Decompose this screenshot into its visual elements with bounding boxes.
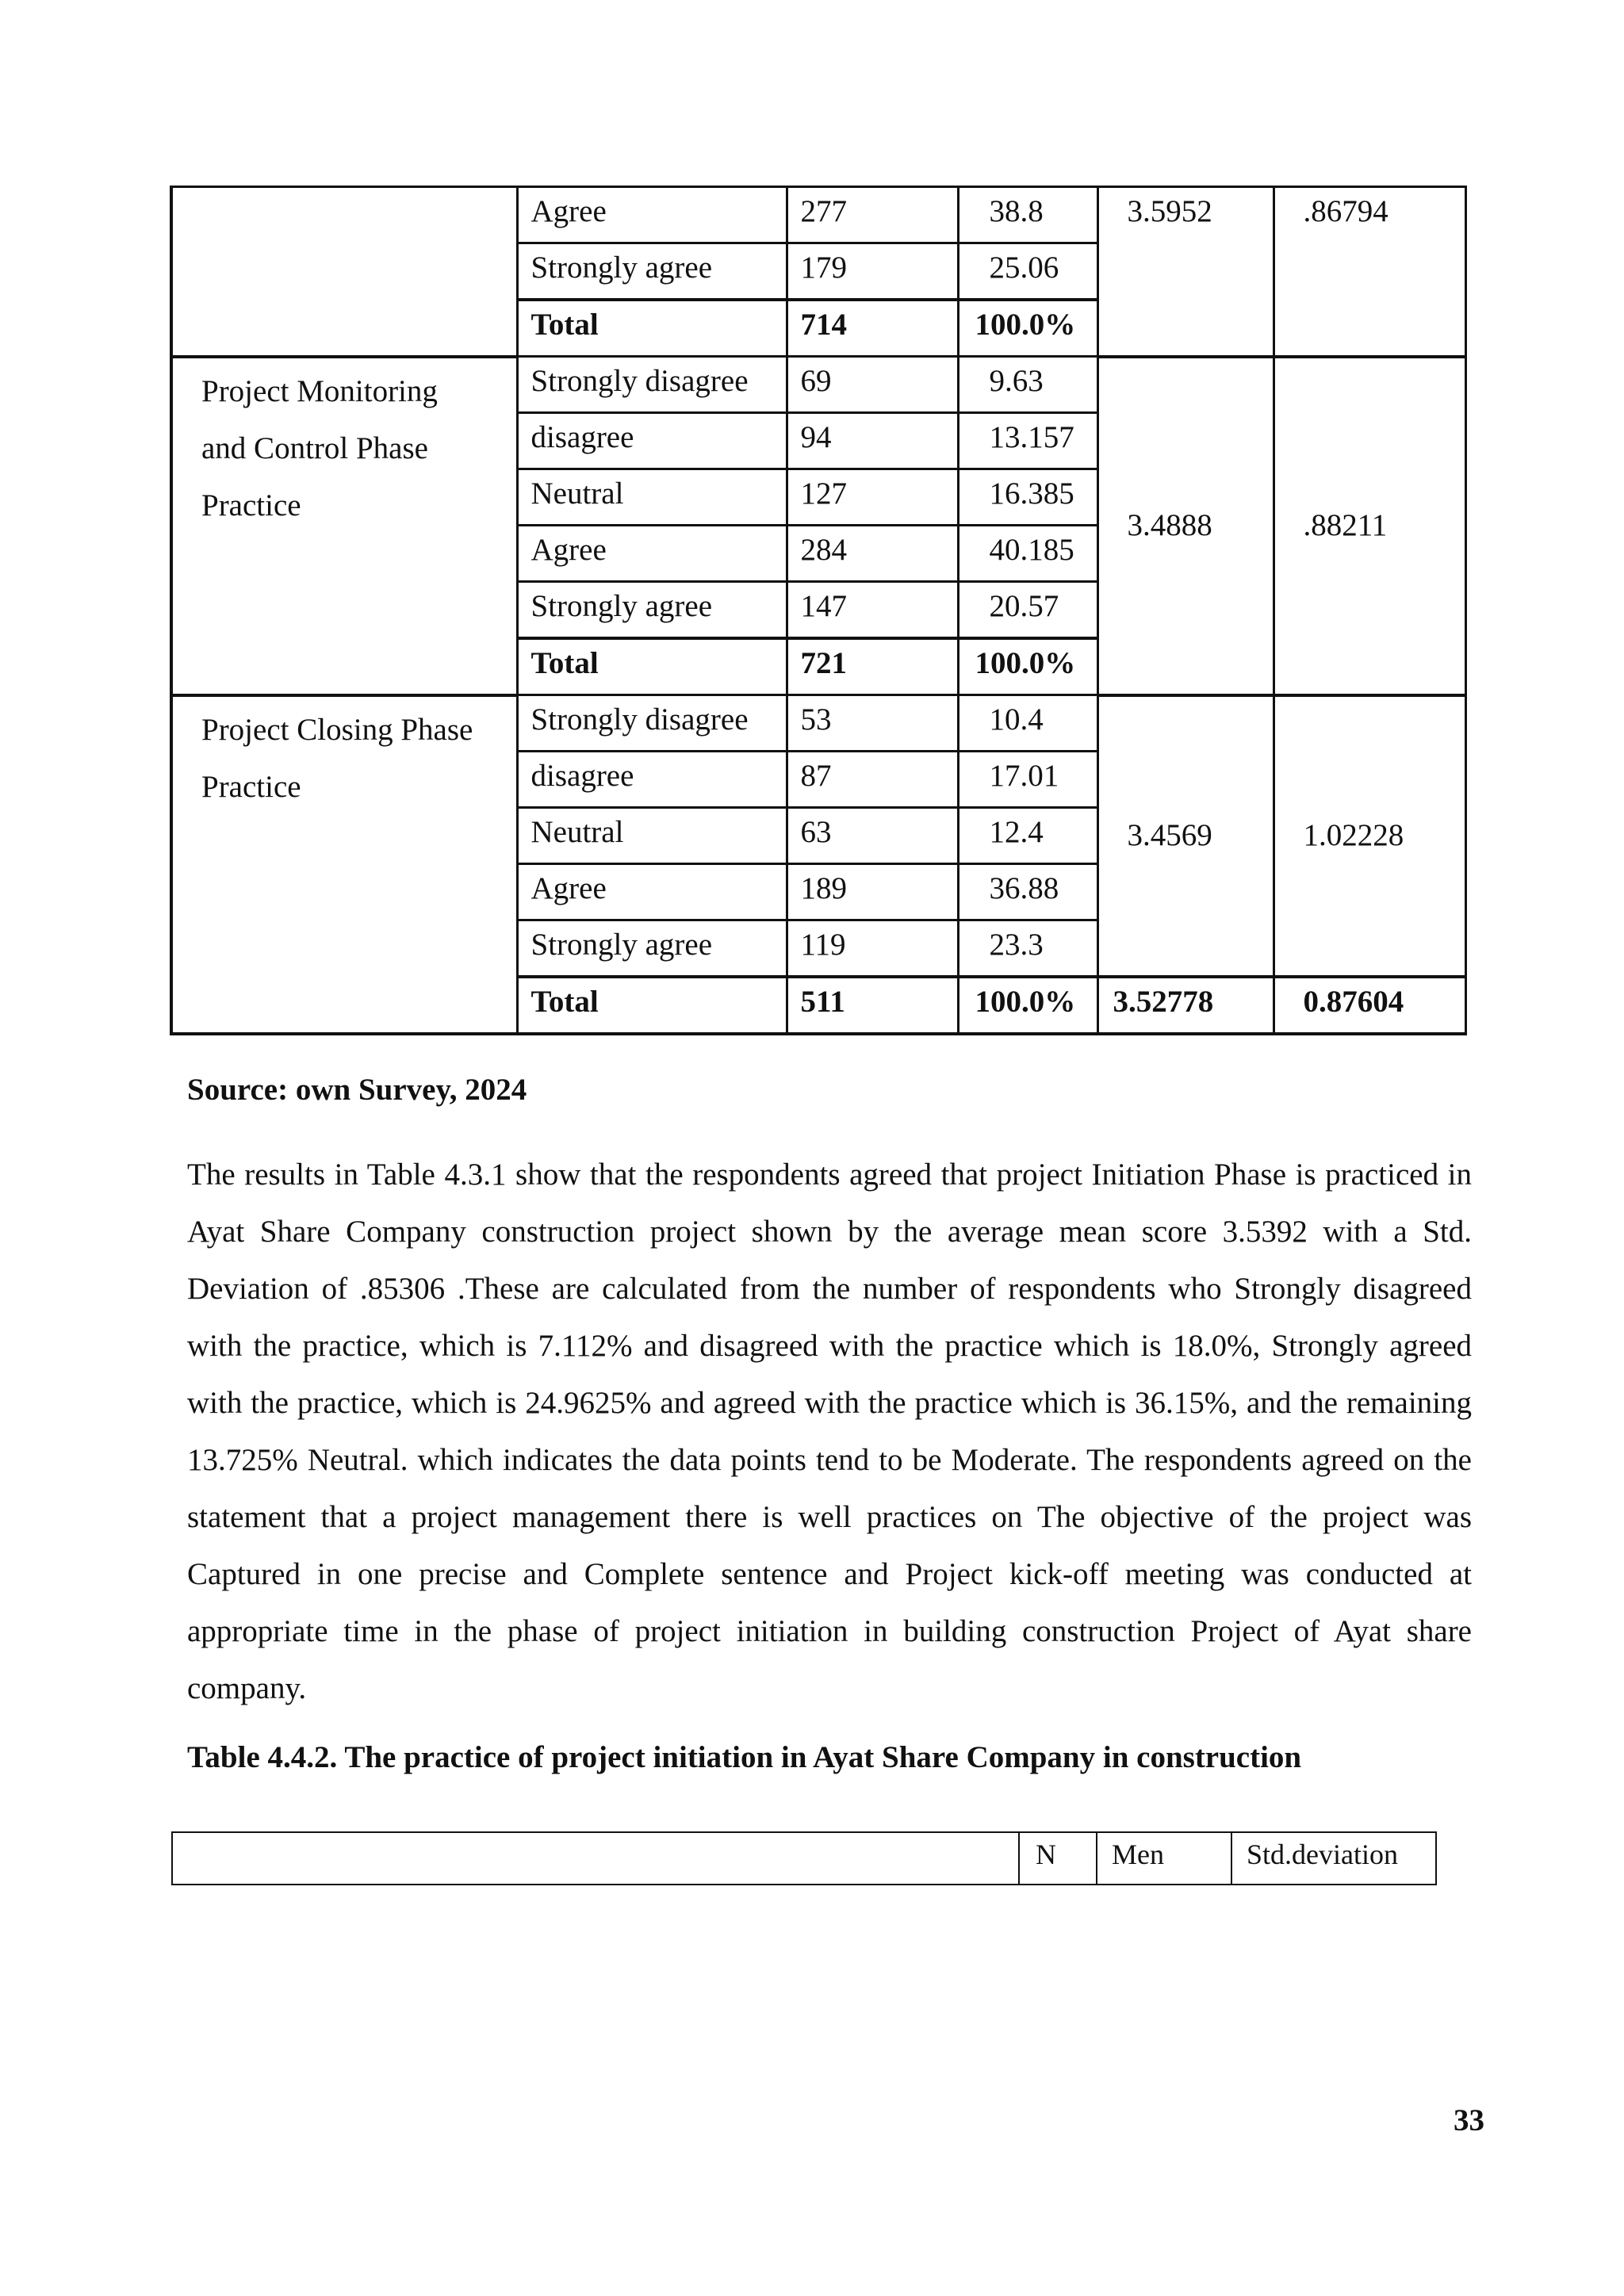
percent-cell: 13.157 <box>958 413 1097 469</box>
percent-cell: 9.63 <box>958 357 1097 413</box>
total-percent: 100.0% <box>958 300 1097 357</box>
response-label: Agree <box>517 864 787 920</box>
category-line: Practice <box>201 488 301 522</box>
count-cell: 94 <box>787 413 958 469</box>
page-number: 33 <box>1454 2103 1484 2137</box>
response-label: Strongly disagree <box>517 695 787 752</box>
total-count: 511 <box>787 977 958 1034</box>
table-header-row <box>172 1832 1436 1885</box>
header-mean: Men <box>1097 1832 1231 1885</box>
category-line: Project Monitoring <box>201 373 438 408</box>
count-cell: 87 <box>787 752 958 808</box>
percent-cell: 10.4 <box>958 695 1097 752</box>
total-label: Total <box>517 977 787 1034</box>
percent-cell: 12.4 <box>958 808 1097 864</box>
response-label: Agree <box>517 187 787 243</box>
percent-cell: 38.8 <box>958 187 1097 243</box>
total-label: Total <box>517 300 787 357</box>
count-cell: 53 <box>787 695 958 752</box>
category-line: Practice <box>201 769 301 804</box>
mean-cell: 3.4569 <box>1097 695 1274 978</box>
count-cell: 284 <box>787 526 958 582</box>
table-row <box>171 187 1465 243</box>
sd-cell: 1.02228 <box>1274 695 1465 978</box>
count-cell: 189 <box>787 864 958 920</box>
percent-cell: 23.3 <box>958 920 1097 978</box>
header-blank <box>172 1832 1019 1885</box>
count-cell: 147 <box>787 582 958 639</box>
overall-sd: 0.87604 <box>1274 977 1465 1034</box>
percent-cell: 25.06 <box>958 243 1097 300</box>
percent-cell: 17.01 <box>958 752 1097 808</box>
sd-cell: .86794 <box>1274 187 1465 357</box>
count-cell: 63 <box>787 808 958 864</box>
percent-cell: 36.88 <box>958 864 1097 920</box>
category-closing <box>171 695 517 1035</box>
total-count: 721 <box>787 638 958 695</box>
source-note: Source: own Survey, 2024 <box>187 1073 527 1107</box>
initiation-table <box>171 1831 1437 1885</box>
table-row <box>171 695 1465 752</box>
response-label: disagree <box>517 413 787 469</box>
percent-cell: 16.385 <box>958 469 1097 526</box>
header-std-deviation: Std.deviation <box>1231 1832 1436 1885</box>
response-label: Strongly agree <box>517 243 787 300</box>
results-paragraph: The results in Table 4.3.1 show that the respondents agreed that project Initiation Phase is practiced in Ayat Share Company construction project shown by the average mean score 3.5392 with a Std. Deviation of .85306 .These are calculated from the number of respondents who Strongly disagreed with the practice, which is 7.112% and disagreed with the practice which is 18.0%, Strongly agreed with the practice, which is 24.9625% and agreed with the practice which is 36.15%, and the remaining 13.725% Neutral. which indicates the data points tend to be Moderate. The respondents agreed on the statement that a project management there is well practices on The objective of the project was Captured in one precise and Complete sentence and Project kick-off meeting was conducted at appropriate time in the phase of project initiation in building construction Project of Ayat share company. <box>187 1158 1472 1705</box>
category-monitoring <box>171 357 517 695</box>
table-row <box>171 357 1465 413</box>
mean-cell: 3.4888 <box>1097 357 1274 695</box>
category-line: Project Closing Phase <box>201 712 473 747</box>
count-cell: 127 <box>787 469 958 526</box>
percent-cell: 20.57 <box>958 582 1097 639</box>
response-label: Agree <box>517 526 787 582</box>
count-cell: 277 <box>787 187 958 243</box>
results-table <box>170 186 1467 1035</box>
sd-cell: .88211 <box>1274 357 1465 695</box>
count-cell: 179 <box>787 243 958 300</box>
overall-mean: 3.52778 <box>1097 977 1274 1034</box>
response-label: Neutral <box>517 808 787 864</box>
response-label: Strongly agree <box>517 920 787 978</box>
count-cell: 69 <box>787 357 958 413</box>
header-n: N <box>1019 1832 1097 1885</box>
category-line: and Control Phase <box>201 430 428 465</box>
total-label: Total <box>517 638 787 695</box>
table-caption: Table 4.4.2. The practice of project initiation in Ayat Share Company in construction <box>187 1740 1302 1774</box>
category-cell <box>171 187 517 357</box>
response-label: Strongly disagree <box>517 357 787 413</box>
response-label: Neutral <box>517 469 787 526</box>
count-cell: 119 <box>787 920 958 978</box>
response-label: Strongly agree <box>517 582 787 639</box>
percent-cell: 40.185 <box>958 526 1097 582</box>
total-count: 714 <box>787 300 958 357</box>
response-label: disagree <box>517 752 787 808</box>
total-percent: 100.0% <box>958 638 1097 695</box>
mean-cell: 3.5952 <box>1097 187 1274 357</box>
total-percent: 100.0% <box>958 977 1097 1034</box>
